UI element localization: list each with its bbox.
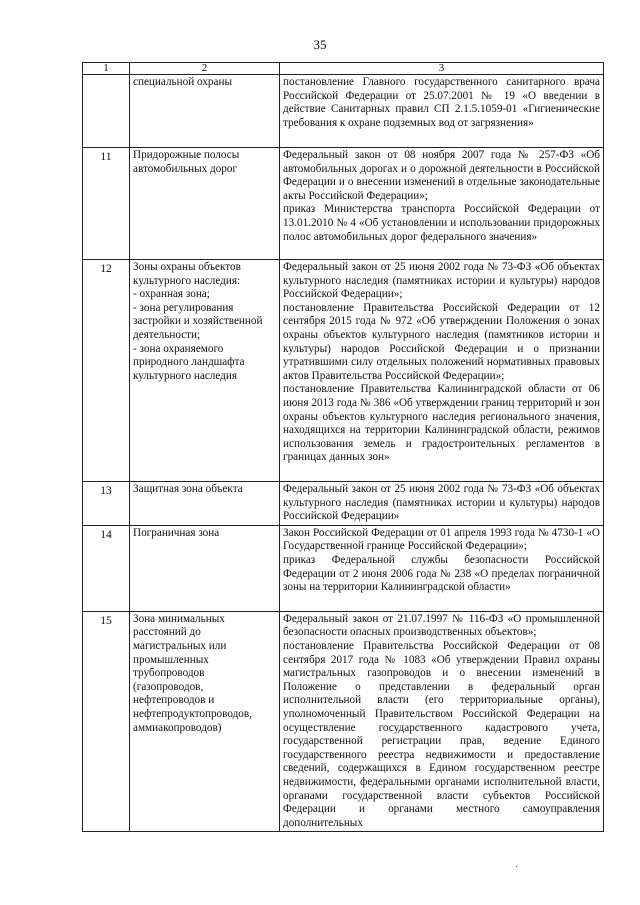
document-entry: Федеральный закон от 25 июня 2002 года № 73-ФЗ «Об объектах культурного наследия (памятниках истории и культуры) народов Российской Федерации» [283, 483, 600, 523]
document-entry: приказ Федеральной службы безопасности Российской Федерации от 2 июня 2006 года № 238 «О пределах пограничной зоны на территории Калининградской области» [283, 553, 600, 594]
row-number: 12 [83, 260, 130, 482]
document-entry: постановление Правительства Российской Федерации от 12 сентября 2015 года № 972 «Об утверждении Положения о зонах охраны объектов культурного наследия (памятников истории и культуры) народов Российской Федерации и о признании утратившими силу отдельных положений нормативных правовых актов Правительства Российской Федерации»; [283, 301, 600, 382]
table-row [83, 482, 604, 526]
document-entry: постановление Правительства Российской Федерации от 08 сентября 2017 года № 1083 «Об утверждении Правил охраны магистральных газопроводов и о внесении изменений в Положение о представлении в федеральный орган исполнительной власти (его территориальные органы), уполномоченный Правительством Российской Федерации на осуществление государственного кадастрового учета, государственной регистрации прав, ведение Единого государственного реестра недвижимости и предоставление сведений, содержащихся в Едином государственном реестре недвижимости, федеральными органами исполнительной власти, органами государственной власти субъектов Российской Федерации и органами местного самоуправления дополнительных [283, 639, 600, 829]
table-row [83, 525, 604, 611]
legal-documents [280, 75, 604, 148]
document-entry: приказ Министерства транспорта Российской Федерации от 13.01.2010 № 4 «Об установлении и использовании придорожных полос автомобильных дорог федерального значения» [283, 203, 600, 243]
legal-documents [280, 482, 604, 526]
zone-name: специальной охраны [130, 75, 280, 148]
table-row [83, 75, 604, 148]
row-number: 11 [83, 148, 130, 260]
page-number: 35 [313, 37, 327, 52]
document-entry: постановление Главного государственного санитарного врача Российской Федерации от 25.07.2001 № 19 «О введении в действие Санитарных правил СП 2.1.5.1059-01 «Гигиенические требования к охране подземных вод от загрязнения» [283, 76, 600, 129]
table-row [83, 611, 604, 832]
document-entry: Федеральный закон от 08 ноября 2007 года № 257-ФЗ «Об автомобильных дорогах и о дорожной деятельности в Российской Федерации и о внесении изменений в отдельные законодательные акты Российской Федерации»; [283, 149, 600, 202]
row-number: 14 [83, 525, 130, 611]
column-header-zone: 2 [130, 63, 280, 75]
scan-speck: · [515, 862, 519, 873]
column-header-documents: 3 [280, 63, 604, 75]
zone-name: Придорожные полосы автомобильных дорог [130, 148, 280, 260]
zone-name: Защитная зона объекта [130, 482, 280, 526]
zone-name: Зона минимальных расстояний до магистральных или промышленных трубопроводов (газопроводов, нефтепроводов и нефтепродуктопроводов, аммиакопроводов) [130, 611, 280, 832]
row-number: 13 [83, 482, 130, 526]
document-entry: Закон Российской Федерации от 01 апреля 1993 года № 4730-1 «О Государственной границе Российской Федерации»; [283, 526, 600, 553]
regulations-table [82, 62, 604, 832]
legal-documents [280, 525, 604, 611]
legal-documents [280, 260, 604, 482]
zone-name [130, 260, 280, 482]
legal-documents [280, 611, 604, 832]
document-entry: Федеральный закон от 25 июня 2002 года № 73-ФЗ «Об объектах культурного наследия (памятниках истории и культуры) народов Российской Федерации»; [283, 261, 600, 301]
zone-name-text: Зоны охраны объектов культурного наследия: - охранная зона; - зона регулирования застройки и хозяйственной деятельности; - зона охраняемого природного ландшафта культурного наследия [133, 261, 263, 382]
table-header-row [83, 63, 604, 75]
table-row [83, 260, 604, 482]
legal-documents [280, 148, 604, 260]
table-row [83, 148, 604, 260]
row-number: 15 [83, 611, 130, 832]
row-number [83, 75, 130, 148]
zone-name: Пограничная зона [130, 525, 280, 611]
document-entry: Федеральный закон от 21.07.1997 № 116-ФЗ «О промышленной безопасности опасных производственных объектов»; [283, 612, 600, 639]
document-entry: постановление Правительства Калининградской области от 06 июня 2013 года № 386 «Об утверждении границ территорий и зон охраны объектов культурного наследия регионального значения, находящихся на территории Калининградской области, режимов использования земель и градостроительных регламентов в границах данных зон» [283, 383, 600, 464]
column-header-number: 1 [83, 63, 130, 75]
